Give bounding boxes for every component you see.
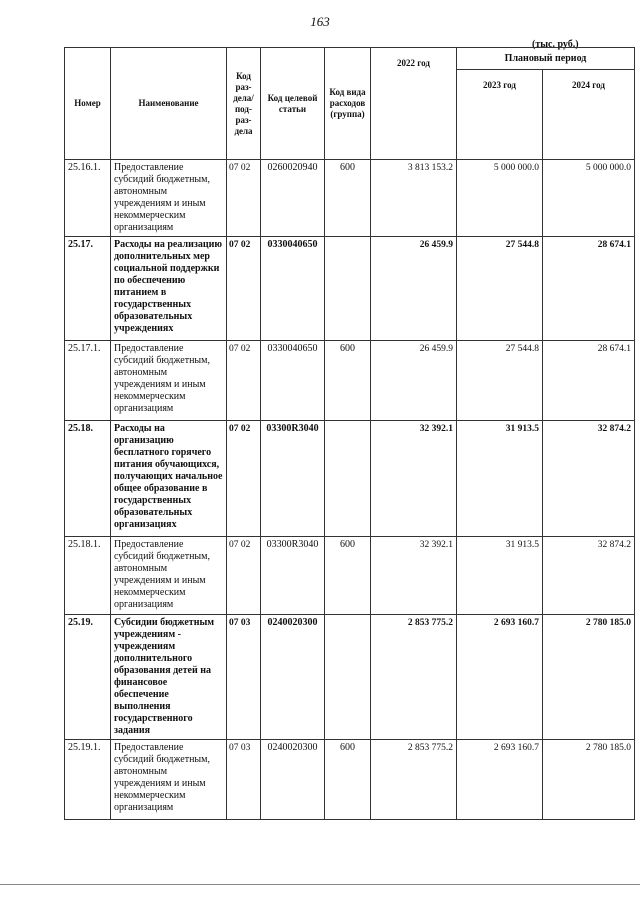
row-section [227, 537, 261, 615]
row-target: 0330040650 [261, 341, 325, 421]
row-2023: 27 544.8 [457, 237, 543, 341]
header-target: Код целевой статьи [261, 48, 325, 160]
row-section-code: 07 [229, 344, 239, 354]
row-2022: 26 459.9 [371, 237, 457, 341]
row-section-code: 07 [229, 163, 239, 173]
row-2024: 32 874.2 [543, 537, 635, 615]
row-number: 25.17. [65, 237, 111, 341]
row-2023: 5 000 000.0 [457, 160, 543, 237]
row-expense-type: 600 [325, 537, 371, 615]
table-row [65, 341, 635, 421]
row-section-code: 07 [229, 540, 239, 550]
row-2023: 2 693 160.7 [457, 615, 543, 740]
row-name: Предоставление субсидий бюджетным, автономным учреждениям и иным некоммерческим организациям [111, 341, 227, 421]
row-section [227, 160, 261, 237]
row-2022: 3 813 153.2 [371, 160, 457, 237]
table-row [65, 537, 635, 615]
row-section-code: 07 [229, 424, 239, 434]
row-2024: 2 780 185.0 [543, 615, 635, 740]
row-subsection-code: 02 [240, 240, 251, 250]
row-2024: 28 674.1 [543, 341, 635, 421]
row-2023: 31 913.5 [457, 537, 543, 615]
page-number: 163 [310, 14, 330, 29]
row-2022: 32 392.1 [371, 537, 457, 615]
row-2022: 2 853 775.2 [371, 740, 457, 820]
row-2024: 2 780 185.0 [543, 740, 635, 820]
row-section-code: 07 [229, 743, 239, 753]
row-section [227, 615, 261, 740]
row-number: 25.19. [65, 615, 111, 740]
units-label: (тыс. руб.) [532, 39, 579, 50]
header-year-2023: 2023 год [457, 70, 543, 160]
row-2024: 28 674.1 [543, 237, 635, 341]
row-name: Предоставление субсидий бюджетным, автономным учреждениям и иным некоммерческим организациям [111, 160, 227, 237]
row-2024: 32 874.2 [543, 421, 635, 537]
row-2022: 26 459.9 [371, 341, 457, 421]
table-row [65, 740, 635, 820]
row-section-code: 07 [229, 618, 239, 628]
table-row [65, 421, 635, 537]
header-name: Наименование [111, 48, 227, 160]
row-name: Расходы на организацию бесплатного горячего питания обучающихся, получающих начальное общее образование в государственных образовательных организациях [111, 421, 227, 537]
row-expense-type [325, 421, 371, 537]
row-expense-type [325, 237, 371, 341]
budget-table [64, 47, 635, 820]
row-subsection-code: 03 [240, 618, 251, 628]
row-target: 0330040650 [261, 237, 325, 341]
row-2023: 31 913.5 [457, 421, 543, 537]
table-row [65, 237, 635, 341]
table-row [65, 160, 635, 237]
row-number: 25.18. [65, 421, 111, 537]
row-number: 25.18.1. [65, 537, 111, 615]
row-name: Предоставление субсидий бюджетным, автономным учреждениям и иным некоммерческим организациям [111, 740, 227, 820]
row-target: 03300R3040 [261, 421, 325, 537]
row-expense-type [325, 615, 371, 740]
row-2022: 2 853 775.2 [371, 615, 457, 740]
header-number: Номер [65, 48, 111, 160]
row-name: Расходы на реализацию дополнительных мер социальной поддержки по обеспечению питанием в государственных образовательных учреждениях [111, 237, 227, 341]
row-target: 0260020940 [261, 160, 325, 237]
row-2024: 5 000 000.0 [543, 160, 635, 237]
row-2022: 32 392.1 [371, 421, 457, 537]
row-2023: 2 693 160.7 [457, 740, 543, 820]
row-section [227, 740, 261, 820]
row-target: 0240020300 [261, 615, 325, 740]
row-section [227, 341, 261, 421]
header-section: Код раз- дела/ под- раз- дела [227, 48, 261, 160]
row-expense-type: 600 [325, 341, 371, 421]
row-number: 25.17.1. [65, 341, 111, 421]
row-section-code: 07 [229, 240, 239, 250]
header-planned-period: Плановый период [457, 48, 635, 70]
row-subsection-code: 02 [240, 540, 251, 550]
row-subsection-code: 02 [240, 344, 251, 354]
row-expense-type: 600 [325, 160, 371, 237]
row-name: Субсидии бюджетным учреждениям - учреждениям дополнительного образования детей на финансовое обеспечение выполнения государственного задания [111, 615, 227, 740]
row-2023: 27 544.8 [457, 341, 543, 421]
row-expense-type: 600 [325, 740, 371, 820]
row-target: 0240020300 [261, 740, 325, 820]
header-year-2024: 2024 год [543, 70, 635, 160]
header-expense-type: Код вида расходов (группа) [325, 48, 371, 160]
row-subsection-code: 03 [240, 743, 251, 753]
row-subsection-code: 02 [240, 424, 251, 434]
row-subsection-code: 02 [240, 163, 251, 173]
row-number: 25.16.1. [65, 160, 111, 237]
row-name: Предоставление субсидий бюджетным, автономным учреждениям и иным некоммерческим организациям [111, 537, 227, 615]
header-year-2022: 2022 год [371, 48, 457, 160]
row-target: 03300R3040 [261, 537, 325, 615]
table-row [65, 615, 635, 740]
row-section [227, 421, 261, 537]
row-section [227, 237, 261, 341]
row-number: 25.19.1. [65, 740, 111, 820]
page-bottom-divider [0, 884, 640, 885]
